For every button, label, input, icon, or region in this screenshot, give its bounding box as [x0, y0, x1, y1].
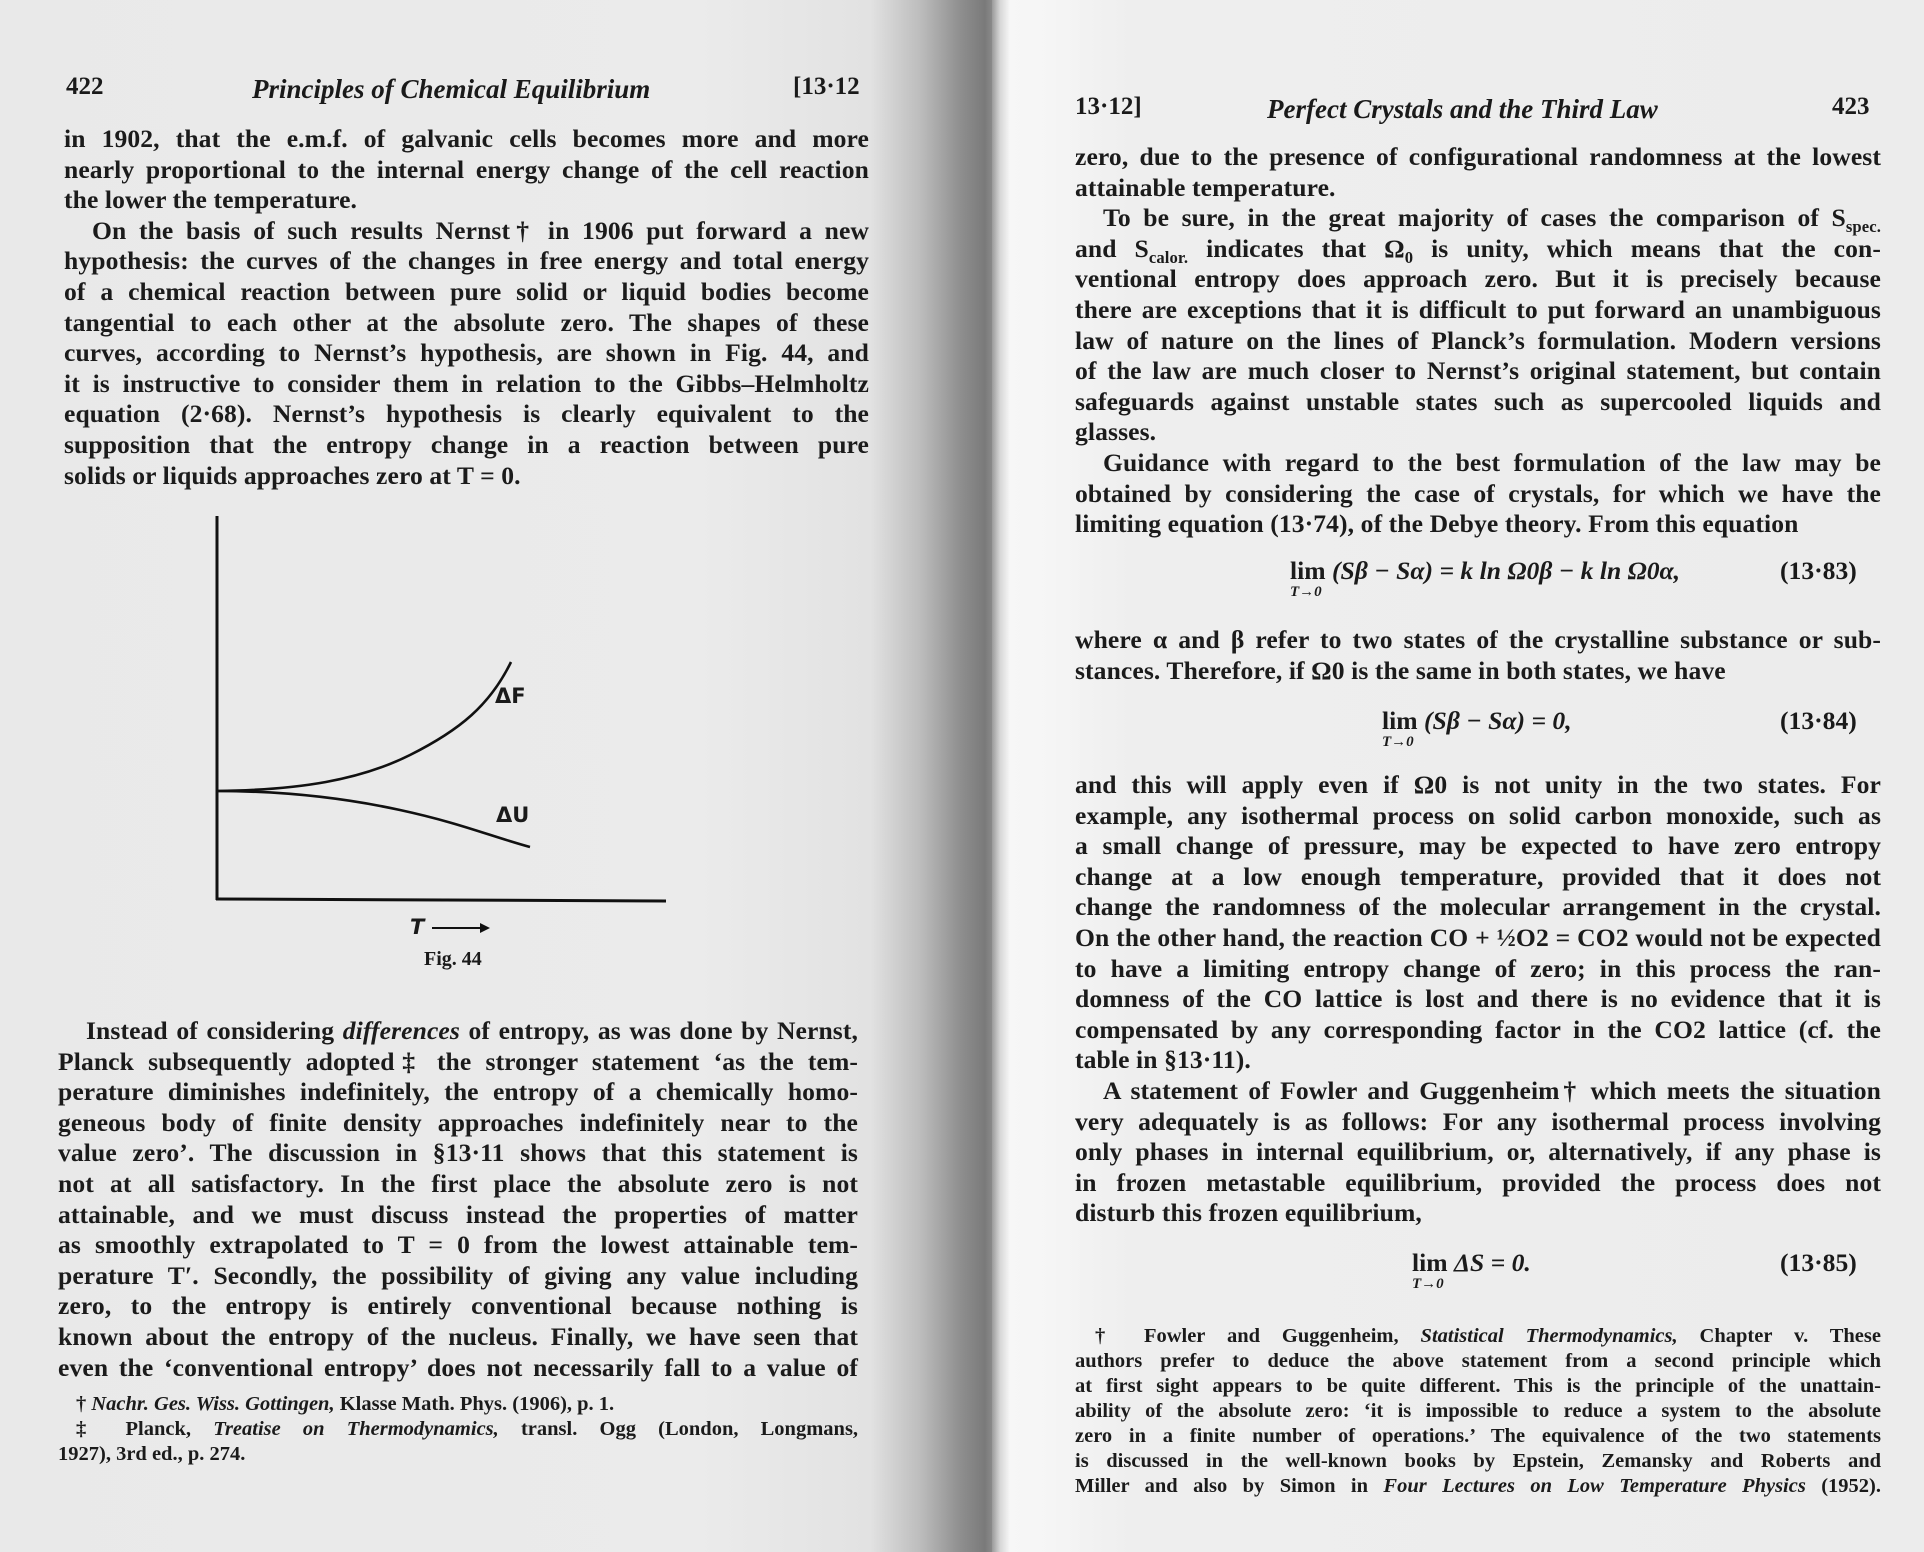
text-line: only phases in internal equilibrium, or, alternatively, if any phase is	[1075, 1137, 1881, 1167]
footnote-text-line: authors prefer to deduce the above statement from a second principle which	[1075, 1350, 1881, 1372]
footnote-mark-dagger: †	[76, 1393, 87, 1415]
right-body-top	[1075, 142, 1881, 540]
equation-number: (13·85)	[1780, 1248, 1857, 1277]
text-line: even the ‘conventional entropy’ does not necessarily fall to a value of	[58, 1352, 858, 1382]
text-line: compensated by any corresponding factor in the CO2 lattice (cf. the	[1075, 1014, 1881, 1044]
limit-subscript: T→0	[1412, 1276, 1444, 1292]
emphasis-differences: differences	[342, 1016, 460, 1045]
text-line: where α and β refer to two states of the crystalline substance or sub-	[1075, 625, 1881, 654]
figure-x-axis	[216, 899, 666, 901]
text-line: A statement of Fowler and Guggenheim† which meets the situation	[1103, 1075, 1881, 1105]
left-running-title: Principles of Chemical Equilibrium	[252, 74, 651, 104]
x-axis-label: T	[410, 915, 425, 939]
text-line: perature T′. Secondly, the possibility of giving any value including	[58, 1260, 858, 1290]
text-line: to have a limiting entropy change of zero; in this process the ran-	[1075, 953, 1881, 983]
text-line: perature diminishes indefinitely, the entropy of a chemically homo-	[58, 1077, 858, 1107]
text-line: solids or liquids approaches zero at T = 0.	[64, 460, 521, 490]
right-body-mid2	[1075, 770, 1881, 1229]
text-line: and $S_{calor.}$ indicates that $\Omega_0$ is unity, which means that the con-	[1075, 233, 1881, 267]
text-line: it is instructive to consider them in relation to the Gibbs–Helmholtz	[64, 368, 869, 398]
text-line: Guidance with regard to the best formulation of the law may be	[1103, 447, 1881, 477]
right-footnote	[1075, 1324, 1881, 1499]
text-line: supposition that the entropy change in a reaction between pure	[64, 429, 869, 459]
text-line: equation (2·68). Nernst’s hypothesis is clearly equivalent to the	[64, 399, 869, 429]
text-line: stances. Therefore, if Ω0 is the same in both states, we have	[1075, 655, 1726, 685]
curve-delta-f	[217, 662, 511, 791]
text-line: obtained by considering the case of crystals, for which we have the	[1075, 478, 1881, 508]
equation-13-84: lim (Sβ − Sα) = 0, T→0	[1382, 706, 1572, 750]
right-running-title: Perfect Crystals and the Third Law	[1267, 94, 1658, 124]
paragraph	[58, 1016, 858, 1383]
text-line: ventional entropy does approach zero. But it is precisely because	[1075, 264, 1881, 294]
footnote-text: Chapter v. These	[1699, 1325, 1881, 1347]
footnote-text: Klasse Math. Phys. (1906), p. 1.	[339, 1393, 615, 1415]
text-line: and this will apply even if Ω0 is not unity in the two states. For	[1075, 770, 1881, 799]
text-line: change at a low enough temperature, provided that it does not	[1075, 861, 1881, 891]
right-page-number: 423	[1832, 93, 1870, 120]
footnote-book: Statistical Thermodynamics,	[1420, 1325, 1678, 1347]
left-footnote-1	[76, 1392, 856, 1417]
text-line: tangential to each other at the absolute zero. The shapes of these	[64, 307, 869, 337]
footnote-text-line: ability of the absolute zero: ‘it is impossible to reduce a system to the absolute	[1075, 1400, 1881, 1422]
equation-13-85: lim ΔS = 0. T→0	[1412, 1248, 1531, 1292]
text-line: curves, according to Nernst’s hypothesis, are shown in Fig. 44, and	[64, 338, 869, 368]
text-line: in 1902, that the e.m.f. of galvanic cells becomes more and more	[64, 124, 869, 153]
text-line: known about the entropy of the nucleus. Finally, we have seen that	[58, 1321, 858, 1351]
text-line: hypothesis: the curves of the changes in free energy and total energy	[64, 246, 869, 276]
footnote-text-line: 1927), 3rd ed., p. 274.	[58, 1443, 246, 1465]
footnote-mark-double-dagger: ‡	[76, 1418, 104, 1440]
text-line: change the randomness of the molecular arrangement in the crystal.	[1075, 892, 1881, 922]
footnote-book: Treatise on Thermodynamics,	[213, 1418, 499, 1440]
text-line: geneous body of finite density approaches indefinitely near to the	[58, 1107, 858, 1137]
text-line: attainable, and we must discuss instead the properties of matter	[58, 1199, 858, 1229]
footnote-text-line: is discussed in the well-known books by Epstein, Zemansky and Roberts and	[1075, 1450, 1881, 1472]
text-line: limiting equation (13·74), of the Debye theory. From this equation	[1075, 509, 1799, 539]
footnote-text-line: Miller and also by Simon in Four Lectures on Low Temperature Physics (1952).	[1075, 1475, 1882, 1497]
left-footnote-2	[58, 1417, 858, 1467]
text-line: law of nature on the lines of Planck’s formulation. Modern versions	[1075, 325, 1881, 355]
curve-delta-u	[217, 791, 530, 847]
curve-label-delta-u: ΔU	[496, 803, 530, 827]
footnote-authors: Fowler and Guggenheim,	[1143, 1325, 1399, 1347]
text-line: On the other hand, the reaction CO + ½O2 = CO2 would not be expected	[1075, 922, 1881, 952]
equation-number: (13·83)	[1780, 556, 1857, 585]
text-line: example, any isothermal process on solid carbon monoxide, such as	[1075, 800, 1881, 830]
text-line: in frozen metastable equilibrium, provided the process does not	[1075, 1167, 1881, 1197]
limit-subscript: T→0	[1382, 734, 1414, 750]
left-section-marker: [13·12	[793, 73, 860, 100]
text-line: safeguards against unstable states such as supercooled liquids and	[1075, 386, 1881, 416]
footnote-text-line: zero in a finite number of operations.’ The equivalence of the two statements	[1075, 1425, 1881, 1447]
text-line: nearly proportional to the internal energy change of the cell reaction	[64, 154, 869, 184]
text-line: On the basis of such results Nernst† in 1906 put forward a new	[92, 215, 869, 245]
text-line: of the law are much closer to Nernst’s original statement, but contain	[1075, 356, 1881, 386]
text-line: table in §13·11).	[1075, 1045, 1251, 1075]
footnote-book: Four Lectures on Low Temperature Physics	[1383, 1475, 1806, 1497]
text-line: domness of the CO lattice is lost and there is no evidence that it is	[1075, 984, 1881, 1014]
text-line: disturb this frozen equilibrium,	[1075, 1198, 1422, 1228]
text-line: zero, to the entropy is entirely conventional because nothing is	[58, 1291, 858, 1321]
text-line: of a chemical reaction between pure solid or liquid bodies become	[64, 276, 869, 306]
footnote-journal: Nachr. Ges. Wiss. Gottingen,	[91, 1393, 335, 1415]
text-line: the lower the temperature.	[64, 185, 358, 215]
left-page-number: 422	[66, 73, 104, 100]
equation-number: (13·84)	[1780, 706, 1857, 735]
footnote-text-line: at first sight appears to be quite different. This is the principle of the unattain-	[1075, 1375, 1881, 1397]
footnote-author: Planck,	[125, 1418, 191, 1440]
text-line: a small change of pressure, may be expected to have zero entropy	[1075, 831, 1881, 861]
text-line: Planck subsequently adopted‡ the stronger statement ‘as the tem-	[58, 1046, 858, 1076]
footnote-text: transl. Ogg (London, Longmans,	[520, 1418, 859, 1440]
x-axis-arrow-head	[480, 923, 490, 933]
text-line: glasses.	[1075, 417, 1157, 447]
text-line: attainable temperature.	[1075, 172, 1336, 202]
text-line: Instead of considering differences of entropy, as was done by Nernst,	[86, 1016, 858, 1045]
text-line: zero, due to the presence of configurational randomness at the lowest	[1075, 142, 1881, 171]
figure-caption: Fig. 44	[424, 948, 482, 970]
footnote-mark-dagger: †	[1095, 1325, 1123, 1347]
text-line: not at all satisfactory. In the first place the absolute zero is not	[58, 1168, 858, 1198]
text-line: as smoothly extrapolated to T = 0 from the lowest attainable tem-	[58, 1230, 858, 1260]
text-line: very adequately is as follows: For any isothermal process involving	[1075, 1106, 1881, 1136]
equation-13-83: lim (Sβ − Sα) = k ln Ω0β − k ln Ω0α, T→0	[1290, 556, 1681, 600]
right-section-marker: 13·12]	[1075, 93, 1142, 120]
curve-label-delta-f: ΔF	[495, 684, 526, 708]
limit-subscript: T→0	[1290, 584, 1322, 600]
right-page	[992, 0, 1924, 1552]
text-line: there are exceptions that it is difficult to put forward an unambiguous	[1075, 294, 1881, 324]
text-line: To be sure, in the great majority of cases the comparison of $S_{spec.}$	[1103, 203, 1881, 236]
right-body-mid1	[1075, 625, 1881, 686]
left-body-bottom	[58, 1016, 858, 1383]
text-line: value zero’. The discussion in §13·11 shows that this statement is	[58, 1138, 858, 1168]
